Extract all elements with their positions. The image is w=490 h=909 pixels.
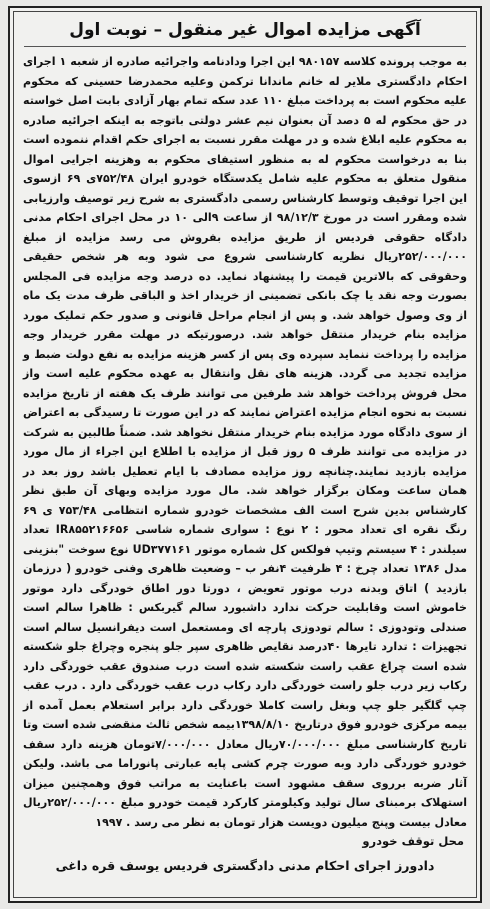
signature-line: دادورز اجرای احکام مدنی دادگستری فردیس یوسف قره داغی (55, 858, 435, 873)
notice-paragraph: به موجب پرونده کلاسه ۹۸۰۱۵۷ این اجرا ودادنامه واجرائیه صادره از شعبه ۱ اجرای احکام دادگستری ملایر له خانم ماندانا ترکمن وعلیه محمدرضا حسینی که محکوم علیه محکوم است به پرداخت مبلغ ۱۱۰ عدد سکه تمام بهار آزادی بابت اصل خواسته در حق محکوم له ۵ دصد آن بعنوان نیم عشر دولتی باتوجه به اینکه اجرائیه صادره به محکوم علیه ابلاغ شده و در مهلت مقرر نسبت به اجرای حکم اقدام ننموده است بنا به درخواست محکوم له به منظور استیفای محکوم به وهزینه اجرایی اموال منقول متعلق به محکوم علیه شامل یکدستگاه خودرو ایران ۷۵۲/۴۸ی ۶۹ ازسوی این اجرا توقیف وتوسط کارشناس رسمی دادگستری به شرح زیر توصیف وارزیابی شده ومقرر است در مورخ ۹۸/۱۲/۳ از ساعت ۹الی ۱۰ در محل اجرای احکام مدنی دادگاه حقوقی فردیس از طریق مزایده بفروش می رسد مزایده از مبلغ ۲۵۲/۰۰۰/۰۰۰ریال نظریه کارشناسی شروع می شود وبه هر شخص حقیقی وحقوقی که بالاترین قیمت را پیشنهاد نماید. ده درصد وجه مزایده فی المجلس بصورت وجه نقد یا چک بانکی تضمینی از خریدار اخذ و الباقی ظرف مدت یک ماه از وی وصول خواهد شد. و پس از انجام مراحل قانونی و صدور حکم تملیک مورد مزایده بنام خریدار منتقل خواهد شد. درصورتیکه در مهلت مقرر خریدار وجه مزایده را پرداخت ننماید سپرده وی پس از کسر هزینه مزایده به نفع دولت ضبط و مزایده تجدید می گردد. هزینه های نقل وانتقال به عهده محکوم علیه است واز محل فروش پرداخت خواهد شد طرفین می توانند ظرف یک هفته از تاریخ مزایده نسبت به نحوه انجام مزایده اعتراض نمایند که در این صورت تا رسیدگی به اعتراض از سوی دادگاه مورد مزایده بنام خریدار منتقل نخواهد شد. ضمناً طالبین به شرکت در مزایده می توانند ظرف ۵ روز قبل از مزایده با اطلاع این اجراء از مال مورد مزایده بازدید نمایند.چنانچه روز مزایده مصادف با ایام تعطیل باشد روز بعد در همان ساعت ومکان برگزار خواهد شد. مال مورد مزایده وبهای آن طبق نظر کارشناس بدین شرح است الف مشخصات خودرو شماره انتظامی ۷۵۳/۴۸ ی ۶۹ رنگ نقره ای تعداد محور : ۲ نوع : سواری شماره شاسی IR۸۵۵۲۱۶۶۵۶ تعداد سیلندر : ۴ سیستم وتیپ فولکس کل شماره موتور UD۳۷۷۱۶۱ نوع سوخت "بنزینی مدل ۱۳۸۶ تعداد چرخ : ۴ ظرفیت ۴نفر ب – وضعیت ظاهری وفنی خودرو ( درزمان بازدید ) اتاق وبدنه درب موتور تعویض ، دورتا دور اطاق خودرگی دارد موتور خاموش است وقابلیت حرکت ندارد داشبورد سالم گیربکس : ظاهرا سالم است صندلی وتودوزی : سالم تودوزی پارچه ای ومستعمل است دیفرانسیل سالم است تجهیزات : تدارد تایرها ۴۰درصد نقایص ظاهری سپر جلو پنجره وچراغ جلو شکسته شده است چراغ عقب راست شکسته شده است درب صندوق عقب خوردگی دارد رکاب زیر درب جلو راست خوردگی دارد رکاب درب عقب خوردگی دارد . درب عقب چپ گلگیر جلو چپ وبغل راست کاملا خوردگی دارد برابر استعلام بعمل آمده از بیمه مرکزی خودرو فوق درتاریخ ۱۳۹۸/۸/۱۰بیمه شخص ثالث منقضی شده است وتا تاریخ کارشناسی مبلغ ۷۰/۰۰۰/۰۰۰ریال معادل ۷/۰۰۰/۰۰۰تومان هزینه دارد سقف خودرو خوردگی دارد وبه صورت چرم کشی پایه عبارتی پانوراما می باشد. ولیکن آثار ضربه برروی سقف مشهود است باعنایت به مراتب فوق وهمچنین میزان استهلاک برمبنای سال تولید وکیلومتر کارکرد قیمت خودرو مبلغ ۲۵۲/۰۰۰/۰۰۰ریال معادل بیست وپنج میلیون دویست هزار تومان به نظر می رسد . ۱۹۹۷ (23, 55, 467, 829)
notice-frame (8, 6, 482, 903)
notice-body (23, 52, 467, 832)
vehicle-location-note: محل توقف خودرو (362, 834, 464, 848)
notice-inner-border (13, 11, 477, 898)
notice-title: آگهی مزایده اموال غیر منقول – نوبت اول (69, 20, 421, 40)
title-divider (24, 46, 466, 47)
